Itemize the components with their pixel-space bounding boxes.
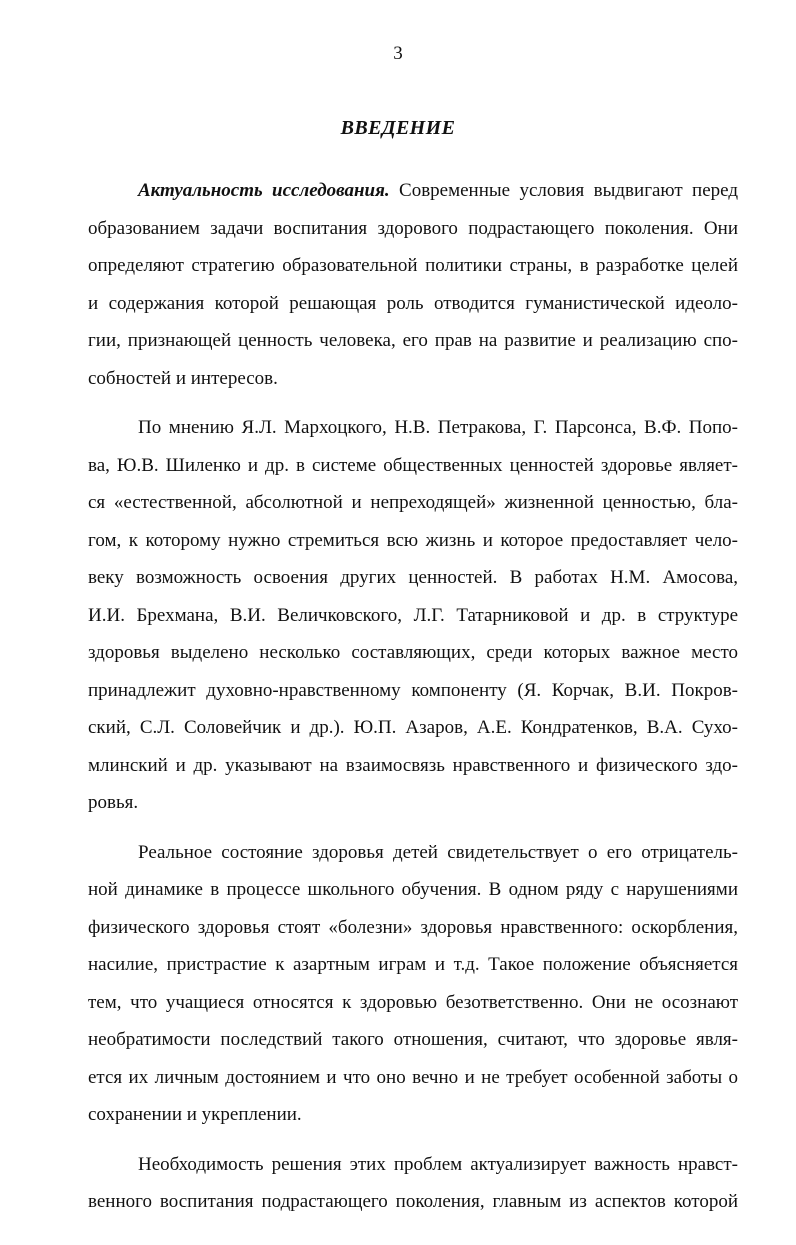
text-line: здоровья выделено несколько составляющих, среди которых важное место	[88, 642, 738, 663]
text-line: ной динамике в процессе школьного обучения. В одном ряду с нарушениями	[88, 879, 738, 900]
text-line: венного воспитания подрастающего поколения, главным из аспектов которой	[88, 1191, 738, 1212]
text-line: гом, к которому нужно стремиться всю жизнь и которое предоставляет чело-	[88, 529, 738, 551]
paragraph-necessity	[88, 1146, 738, 1221]
text-line: Реальное состояние здоровья детей свидетельствует о его отрицатель-	[138, 841, 738, 863]
text-line: сохранении и укреплении.	[88, 1104, 302, 1125]
text-line: ется их личным достоянием и что оно вечно и не требует особенной заботы о	[88, 1066, 738, 1088]
text-line: ский, С.Л. Соловейчик и др.). Ю.П. Азаров, А.Е. Кондратенков, В.А. Сухо-	[88, 717, 738, 738]
document-body	[88, 172, 738, 1233]
text-line: насилие, пристрастие к азартным играм и т.д. Такое положение объясняется	[88, 954, 738, 975]
page-number: 3	[393, 43, 403, 64]
text-line: и содержания которой решающая роль отводится гуманистической идеоло-	[88, 292, 738, 314]
text-line: необратимости последствий такого отношения, считают, что здоровье явля-	[88, 1029, 738, 1050]
text-line: веку возможность освоения других ценностей. В работах Н.М. Амосова,	[88, 567, 738, 588]
text-line: гии, признающей ценность человека, его прав на развитие и реализацию спо-	[88, 330, 738, 351]
text-line: ся «естественной, абсолютной и непреходящей» жизненной ценностью, бла-	[88, 492, 738, 513]
section-heading: ВВЕДЕНИЕ	[340, 117, 456, 139]
text-line	[88, 172, 738, 210]
text-line: принадлежит духовно-нравственному компоненту (Я. Корчак, В.И. Покров-	[88, 679, 738, 701]
text-line: собностей и интересов.	[88, 367, 278, 389]
text-line: определяют стратегию образовательной политики страны, в разработке целей	[88, 255, 738, 276]
text-line: ровья.	[88, 792, 139, 813]
paragraph-opinions	[88, 409, 738, 822]
text-line: По мнению Я.Л. Мархоцкого, Н.В. Петракова, Г. Парсонса, В.Ф. Попо-	[138, 417, 738, 438]
text-line: физического здоровья стоят «болезни» здоровья нравственного: оскорбления,	[88, 916, 738, 938]
text-line: Необходимость решения этих проблем актуализирует важность нравст-	[138, 1153, 738, 1175]
text-line: ва, Ю.В. Шиленко и др. в системе общественных ценностей здоровье являет-	[88, 454, 738, 476]
paragraph-health-state	[88, 834, 738, 1134]
text-line: тем, что учащиеся относятся к здоровью безответственно. Они не осознают	[88, 991, 738, 1013]
paragraph-relevance	[88, 172, 738, 397]
text-fragment: Современные условия выдвигают перед	[389, 180, 739, 201]
lead-phrase: Актуальность исследования.	[138, 180, 390, 201]
text-line: И.И. Брехмана, В.И. Величковского, Л.Г. Татарниковой и др. в структуре	[88, 604, 738, 626]
text-line: млинский и др. указывают на взаимосвязь нравственного и физического здо-	[88, 754, 738, 776]
text-line: образованием задачи воспитания здорового подрастающего поколения. Они	[88, 217, 738, 239]
